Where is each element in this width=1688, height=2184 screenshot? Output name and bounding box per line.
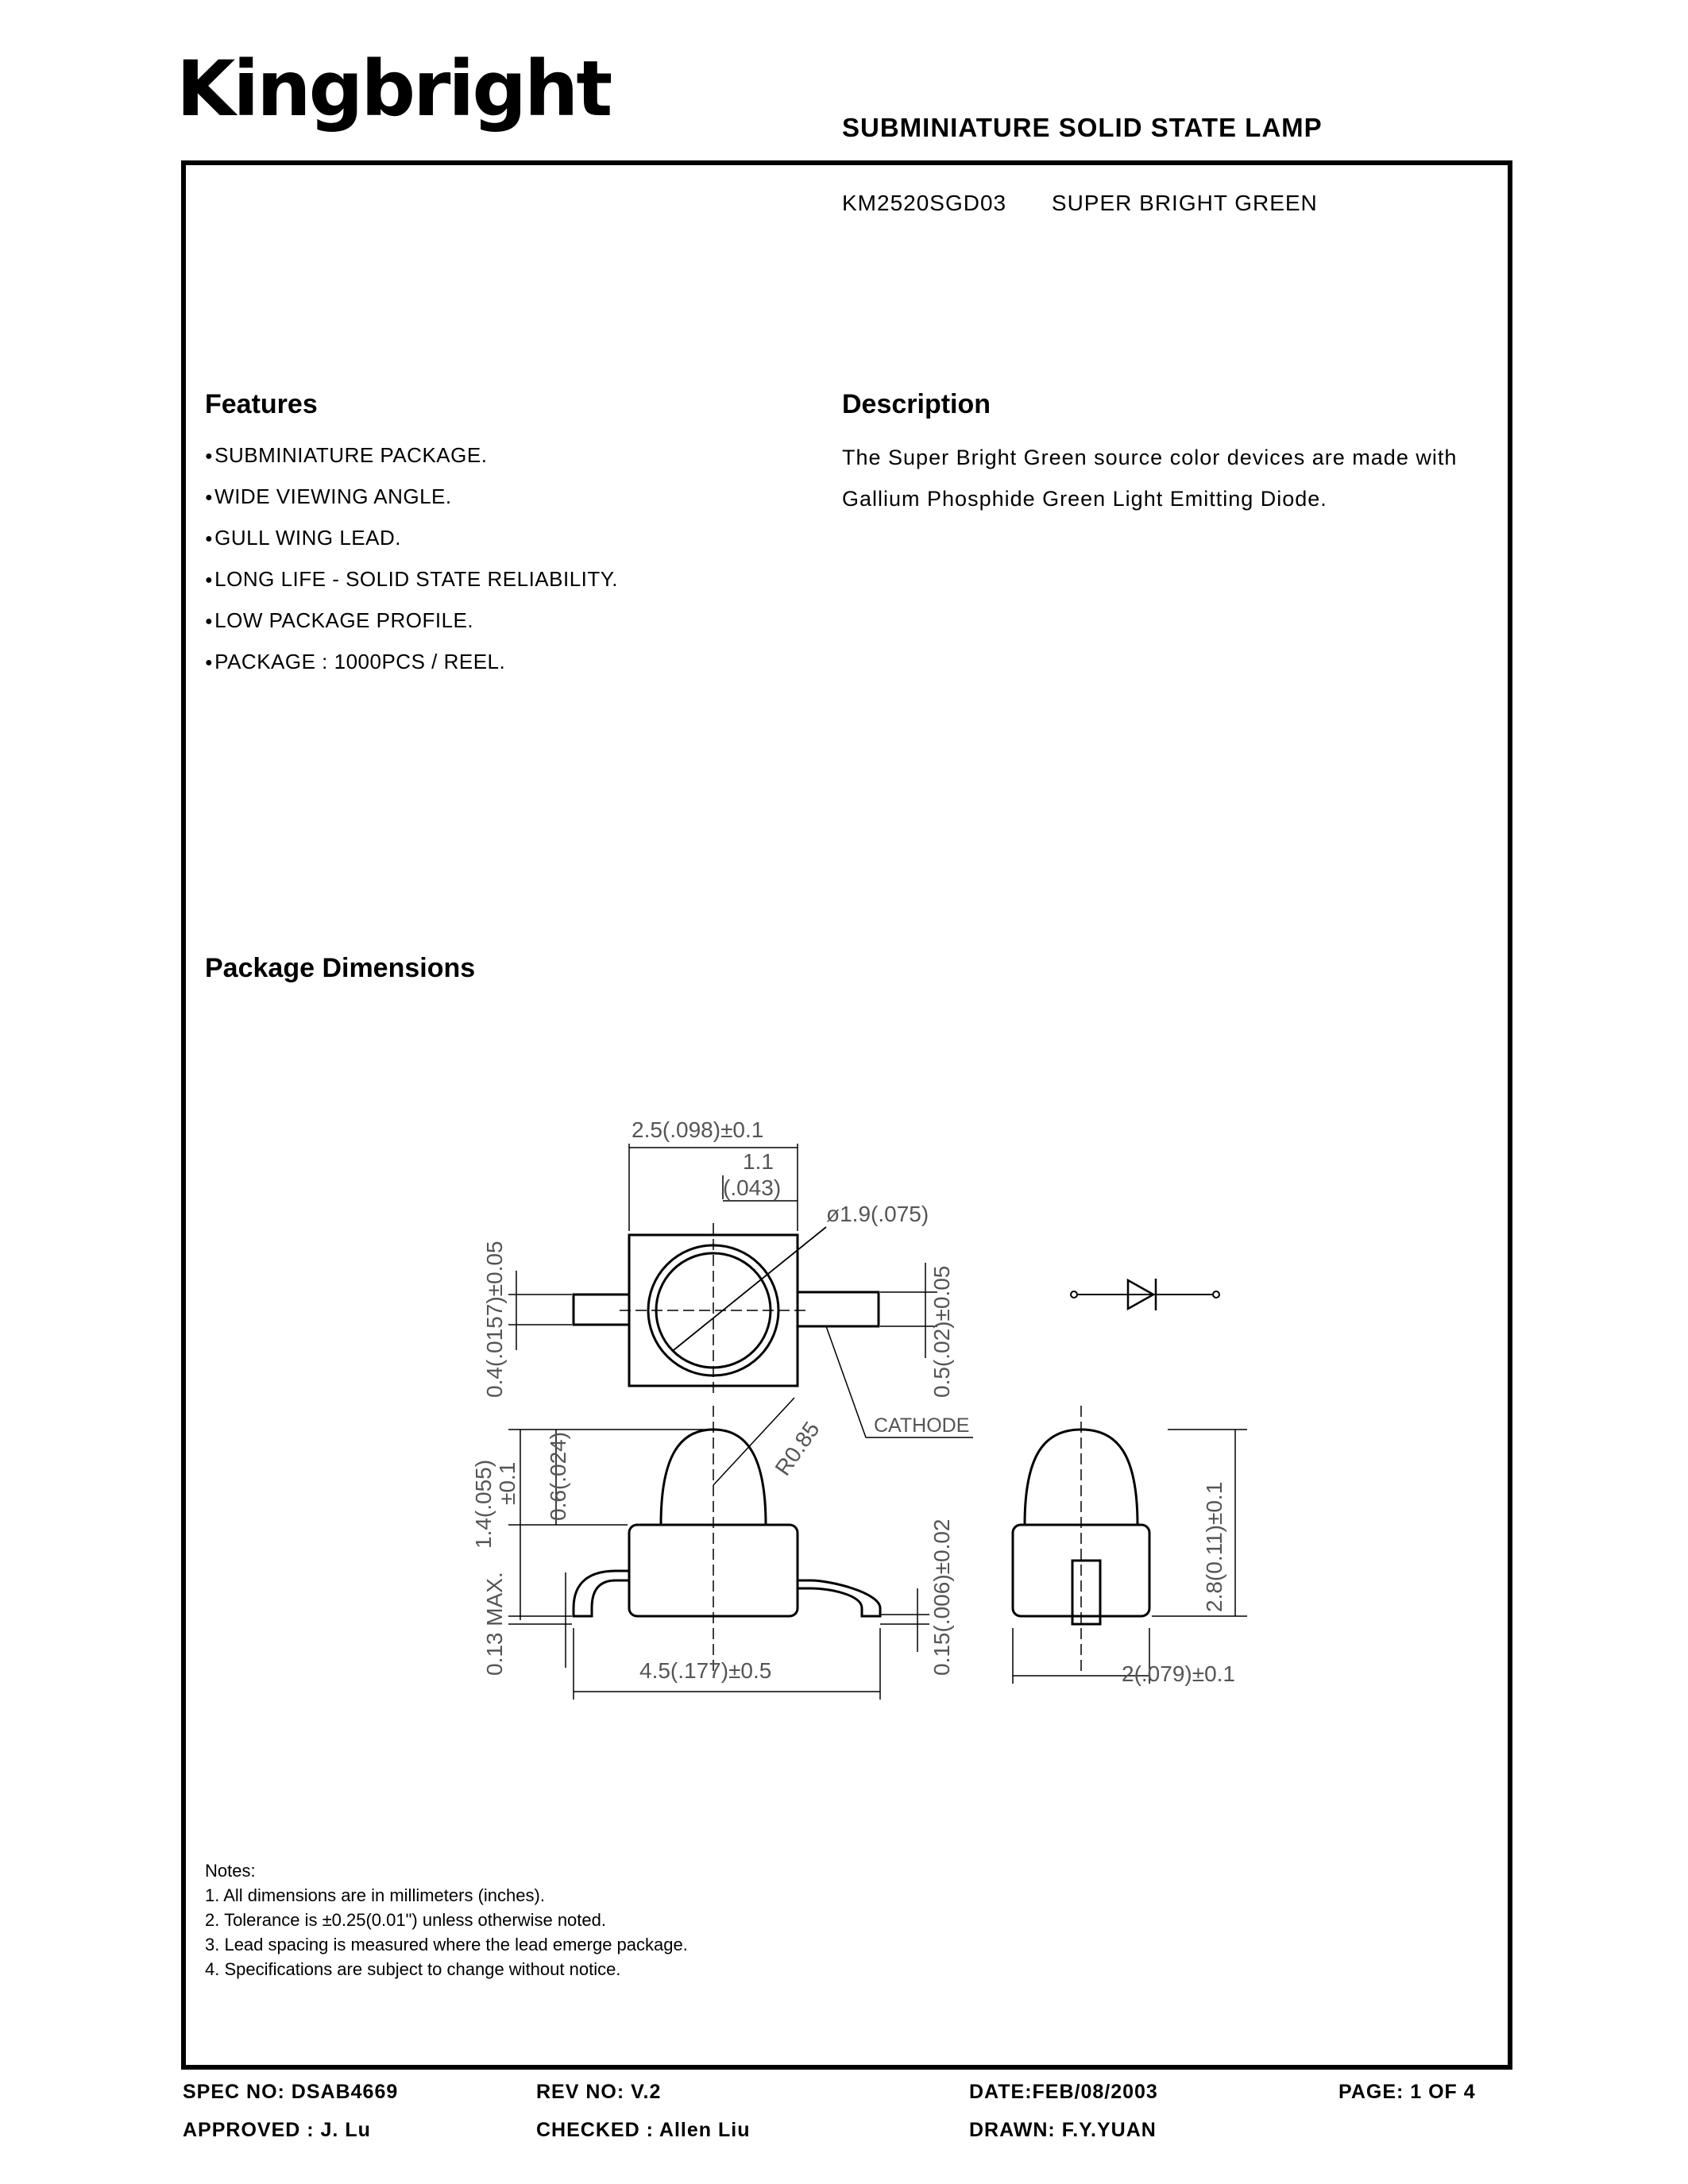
footer-checked: CHECKED : Allen Liu (536, 2119, 751, 2141)
notes-heading: Notes: (205, 1861, 256, 1881)
dim-radius: R0.85 (770, 1417, 825, 1480)
diode-cathode-terminal (1213, 1291, 1219, 1298)
description-heading: Description (842, 389, 991, 419)
note-item: 1. All dimensions are in millimeters (inches). (205, 1885, 545, 1905)
cathode-label: CATHODE (874, 1414, 970, 1437)
part-color: SUPER BRIGHT GREEN (1051, 191, 1318, 215)
feature-item: ● LOW PACKAGE PROFILE. (205, 608, 618, 650)
note-item: 4. Specifications are subject to change without notice. (205, 1959, 621, 1979)
feature-item: ● GULL WING LEAD. (205, 526, 618, 567)
description-text: The Super Bright Green source color devices are made with Gallium Phosphide Green Light Emitting Diode. (842, 446, 1458, 511)
brand-logo: Kingbright (176, 44, 611, 133)
package-dimensions-heading: Package Dimensions (205, 953, 476, 983)
front-lead-left (574, 1571, 629, 1616)
dim-side-width: 2(.079)±0.1 (1122, 1661, 1236, 1686)
dim-height-tolerance: ±0.1 (495, 1461, 520, 1505)
front-lead-right (798, 1580, 880, 1616)
dim-lens-offset-mm: 1.1 (743, 1149, 774, 1174)
features-heading: Features (205, 389, 318, 419)
part-number: KM2520SGD03 (842, 191, 1007, 215)
side-lead (1072, 1561, 1100, 1624)
lead-right (798, 1292, 879, 1326)
feature-item: ● LONG LIFE - SOLID STATE RELIABILITY. (205, 567, 618, 608)
note-item: 3. Lead spacing is measured where the lead emerge package. (205, 1935, 688, 1954)
footer-rev-no: REV NO: V.2 (536, 2081, 662, 2103)
dim-height-main: 1.4(.055) (471, 1459, 496, 1549)
dim-total-height: 2.8(0.11)±0.1 (1202, 1481, 1226, 1612)
diode-anode-terminal (1071, 1291, 1077, 1298)
footer-spec-no: SPEC NO: DSAB4669 (183, 2081, 399, 2103)
dim-lead-max: 0.13 MAX. (482, 1572, 507, 1676)
feature-item: ● SUBMINIATURE PACKAGE. (205, 443, 618, 484)
dim-width-top: 2.5(.098)±0.1 (632, 1117, 764, 1142)
dim-lens-offset-in: (.043) (723, 1175, 782, 1200)
notes-section (205, 1858, 688, 1981)
footer-page: PAGE: 1 OF 4 (1338, 2081, 1476, 2103)
dim-length: 4.5(.177)±0.5 (639, 1658, 772, 1683)
footer-drawn: DRAWN: F.Y.YUAN (969, 2119, 1157, 2141)
dim-dome-height: 0.6(.024) (546, 1431, 570, 1521)
note-item: 2. Tolerance is ±0.25(0.01") unless otherwise noted. (205, 1910, 606, 1930)
dim-lead-width-left: 0.4(.0157)±0.05 (482, 1241, 507, 1398)
feature-item: ● PACKAGE : 1000PCS / REEL. (205, 650, 618, 691)
feature-item: ● WIDE VIEWING ANGLE. (205, 484, 618, 526)
dim-lead-thickness: 0.15(.006)±0.02 (929, 1518, 954, 1676)
document-title: SUBMINIATURE SOLID STATE LAMP (842, 113, 1323, 142)
lead-left (574, 1295, 629, 1325)
dim-lens-diameter: ø1.9(.075) (826, 1202, 929, 1226)
footer-date: DATE:FEB/08/2003 (969, 2081, 1158, 2103)
footer-approved: APPROVED : J. Lu (183, 2119, 371, 2141)
dim-lead-width-right: 0.5(.02)±0.05 (929, 1265, 954, 1398)
